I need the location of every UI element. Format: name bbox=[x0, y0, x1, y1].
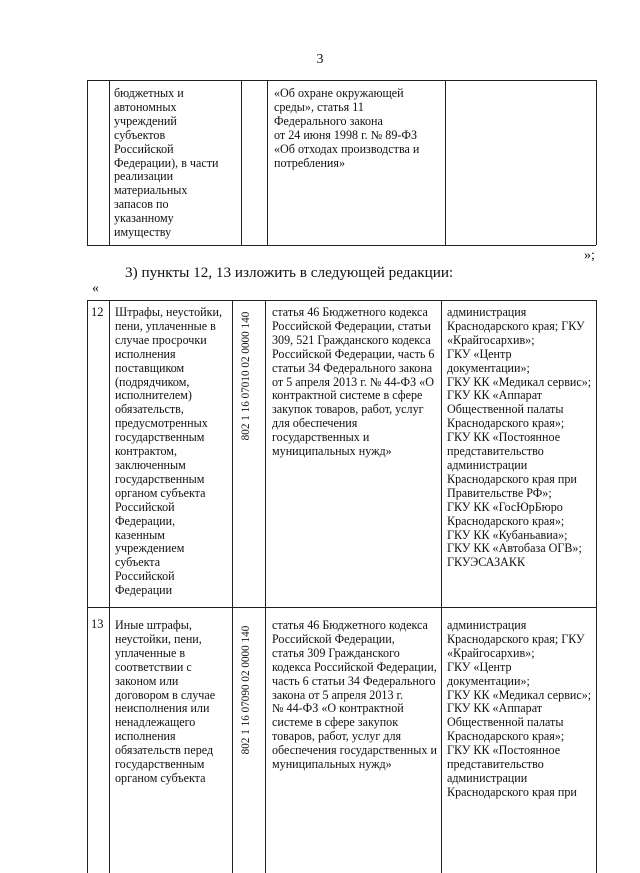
page-number: 3 bbox=[316, 52, 324, 67]
opening-quote-mark: « bbox=[92, 281, 99, 296]
table-col-divider-2 bbox=[232, 300, 233, 873]
table-row-divider bbox=[87, 607, 596, 608]
row-13-budget-code: 802 1 16 07090 02 0000 140 bbox=[240, 625, 252, 755]
top-table-col-divider-1 bbox=[109, 80, 110, 245]
table-border-right bbox=[596, 300, 597, 873]
top-table-description-cell: бюджетных и автономных учреждений субъектов Российской Федерации), в части реализации материальных запасов по указанному имуществу bbox=[114, 86, 219, 240]
row-12-number: 12 bbox=[91, 305, 104, 319]
table-border-top bbox=[87, 300, 596, 301]
table-col-divider-3 bbox=[265, 300, 266, 873]
table-border-left bbox=[87, 300, 88, 873]
row-13-administrators: администрация Краснодарского края; ГКУ «Крайгосархив»; ГКУ «Центр документации»; ГКУ КК «Медикал сервис»; ГКУ КК «Аппарат Общественной палаты Краснодарского края»; ГКУ КК «Постоянное представительство администрации Краснодарского края при bbox=[447, 618, 592, 799]
row-13-number: 13 bbox=[91, 617, 104, 631]
row-13-legal-basis: статья 46 Бюджетного кодекса Российской Федерации, статья 309 Гражданского кодекса Российской Федерации, часть 6 статьи 34 Федерального закона от 5 апреля 2013 г. № 44-ФЗ «О контрактной системе в сфере закупок товаров, работ, услуг для обеспечения государственных и муниципальных нужд» bbox=[272, 618, 437, 772]
row-12-budget-code: 802 1 16 07010 02 0000 140 bbox=[240, 311, 252, 441]
row-12-administrators: администрация Краснодарского края; ГКУ «Крайгосархив»; ГКУ «Центр документации»; ГКУ КК «Медикал сервис»; ГКУ КК «Аппарат Общественной палаты Краснодарского края»; ГКУ КК «Постоянное представительство администрации Краснодарского края при Правительстве РФ»; ГКУ КК «ГосЮрБюро Краснодарского края»; ГКУ КК «Кубаньавиа»; ГКУ КК «Автобаза ОГВ»; ГКУЭСАЗАКК bbox=[447, 305, 592, 570]
top-table-border-top bbox=[87, 80, 596, 81]
row-12-legal-basis: статья 46 Бюджетного кодекса Российской Федерации, статьи 309, 521 Гражданского кодекса Российской Федерации, часть 6 статьи 34 Федерального закона от 5 апреля 2013 г. № 44-ФЗ «О контрактной системе в сфере закупок товаров, работ, услуг для обеспечения государственных и муниципальных нужд» bbox=[272, 305, 435, 459]
amendment-instruction: 3) пункты 12, 13 изложить в следующей редакции: bbox=[125, 264, 454, 281]
top-table-col-divider-3 bbox=[267, 80, 268, 245]
table-col-divider-1 bbox=[109, 300, 110, 873]
top-table-border-right bbox=[596, 80, 597, 245]
top-table-border-left bbox=[87, 80, 88, 245]
row-12-payment-name: Штрафы, неустойки, пени, уплаченные в случае просрочки исполнения поставщиком (подрядчиком, исполнителем) обязательств, предусмотренных государственным контрактом, заключенным государственным органом субъекта Российской Федерации, казенным учреждением субъекта Российской Федерации bbox=[115, 305, 223, 598]
top-table-legal-basis-cell: «Об охране окружающей среды», статья 11 Федерального закона от 24 июня 1998 г. № 89-ФЗ «Об отходах производства и потребления» bbox=[274, 86, 420, 170]
closing-quote-mark: »; bbox=[584, 248, 595, 263]
row-13-payment-name: Иные штрафы, неустойки, пени, уплаченные в соответствии с законом или договором в случае неисполнения или ненадлежащего исполнения обязательств перед государственным органом субъекта bbox=[115, 618, 216, 785]
table-col-divider-4 bbox=[441, 300, 442, 873]
top-table-col-divider-2 bbox=[241, 80, 242, 245]
top-table-border-bottom bbox=[87, 245, 596, 246]
top-table-col-divider-4 bbox=[445, 80, 446, 245]
